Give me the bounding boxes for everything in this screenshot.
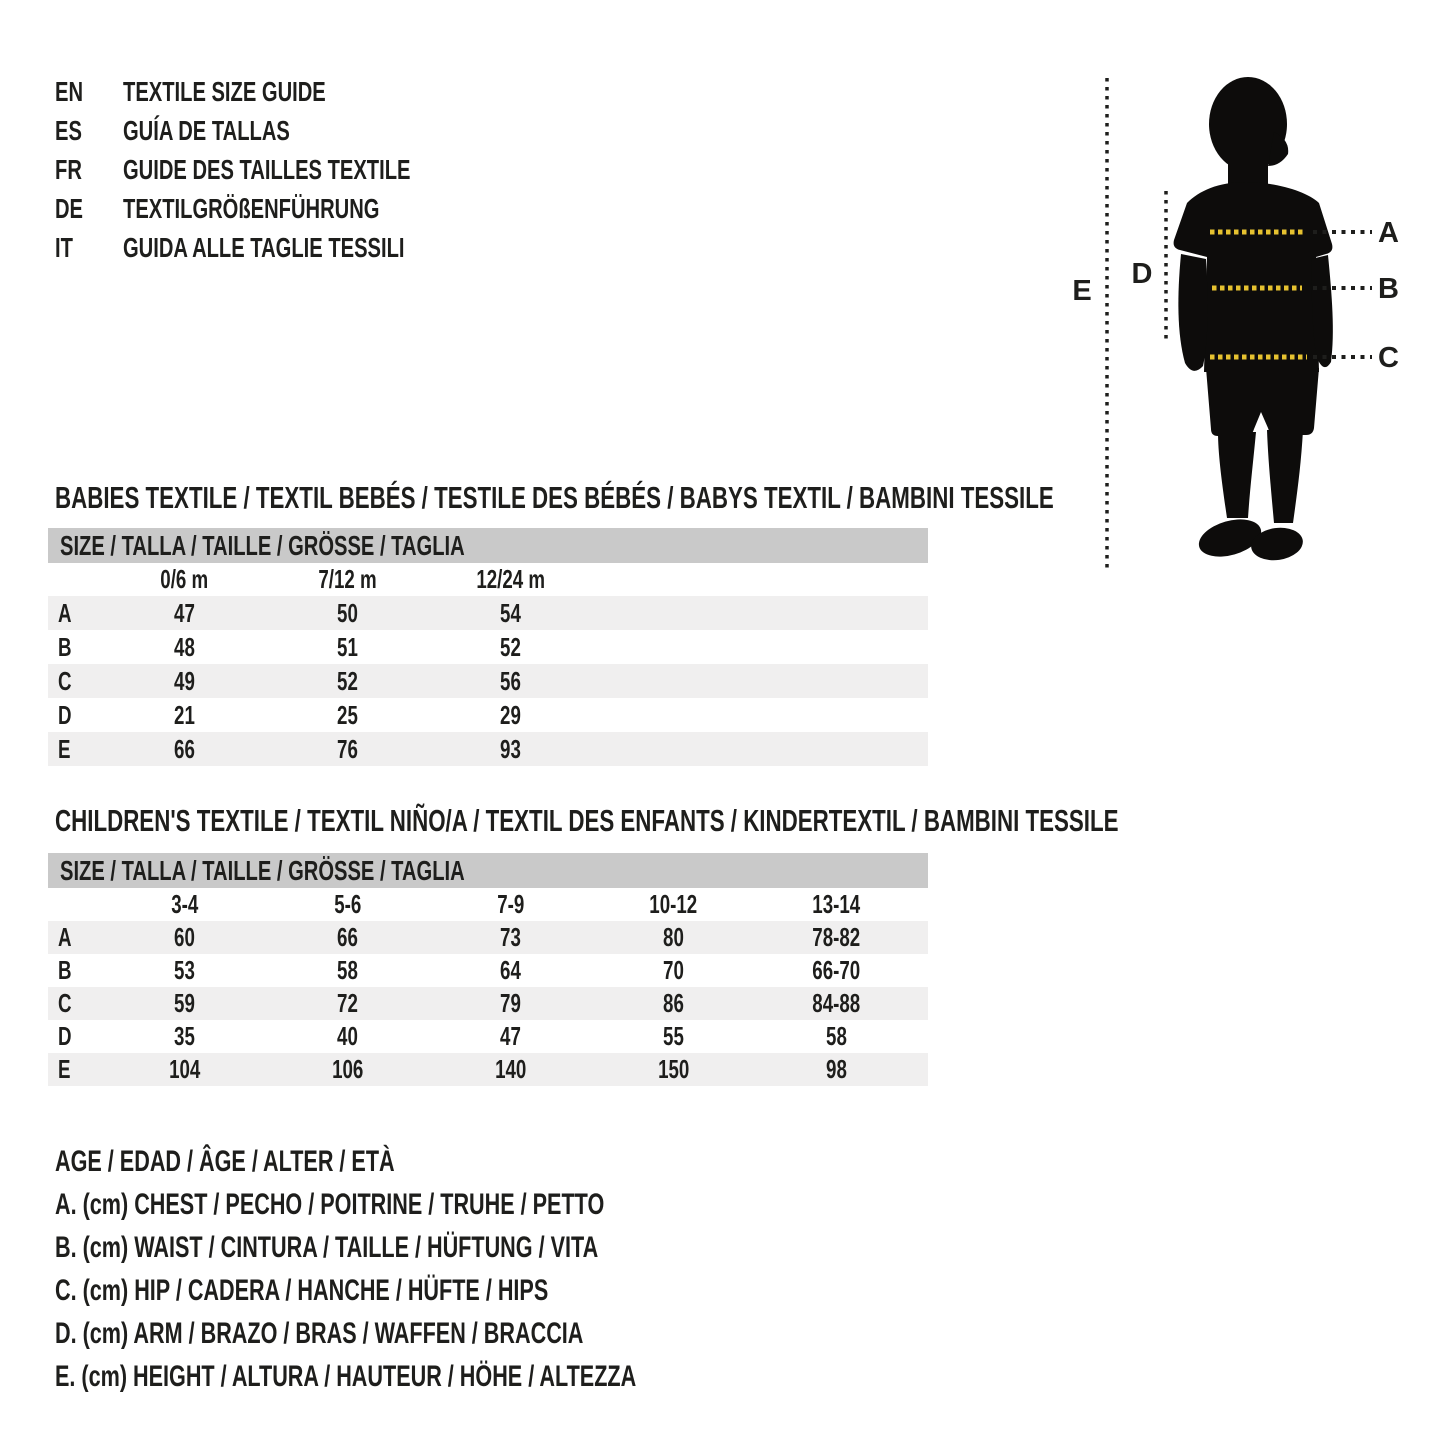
legend-height: E. (cm) HEIGHT / ALTURA / HAUTEUR / HÖHE / ALTEZZA: [55, 1360, 637, 1393]
language-header: [55, 72, 522, 267]
label-chest-A: A: [1378, 217, 1399, 249]
table-cell: 58: [826, 1021, 847, 1051]
table-cell: 21: [174, 700, 195, 730]
guide-title-es: GUÍA DE TALLAS: [123, 115, 290, 146]
language-code: DE: [55, 193, 84, 224]
children-size-table: [48, 853, 928, 1086]
language-row-en: [55, 72, 522, 111]
label-hip-C: C: [1378, 342, 1399, 374]
table-cell: 49: [174, 666, 195, 696]
language-row-it: [55, 228, 522, 267]
measurement-legend: [55, 1140, 862, 1398]
row-label: E: [58, 1054, 71, 1084]
column-header: 12/24 m: [476, 564, 545, 594]
label-waist-B: B: [1378, 273, 1399, 305]
language-row-fr: [55, 150, 522, 189]
table-cell: 140: [494, 1054, 527, 1084]
table-cell: 52: [500, 632, 521, 662]
table-cell: 29: [500, 700, 521, 730]
table-cell: 66: [337, 922, 358, 952]
column-header: 7/12 m: [318, 564, 377, 594]
column-header: 3-4: [170, 889, 199, 919]
table-cell: 104: [168, 1054, 201, 1084]
column-header-spacer: [48, 888, 103, 921]
guide-title-de: TEXTILGRÖßENFÜHRUNG: [123, 193, 380, 224]
legend-waist: B. (cm) WAIST / CINTURA / TAILLE / HÜFTUNG / VITA: [55, 1231, 599, 1264]
table-cell: 52: [337, 666, 358, 696]
language-code: EN: [55, 76, 84, 107]
table-row-C: [48, 987, 928, 1020]
table-cell: 56: [500, 666, 521, 696]
column-header: 10-12: [649, 889, 698, 919]
table-cell: 54: [500, 598, 521, 628]
table-cell: 40: [337, 1021, 358, 1051]
language-row-de: [55, 189, 522, 228]
table-cell: 80: [663, 922, 684, 952]
table-row-C: [48, 664, 928, 698]
table-cell: 50: [337, 598, 358, 628]
language-row-es: [55, 111, 522, 150]
table-cell: 86: [663, 988, 684, 1018]
legend-chest: A. (cm) CHEST / PECHO / POITRINE / TRUHE / PETTO: [55, 1188, 605, 1221]
table-cell: 35: [174, 1021, 195, 1051]
guide-title-it: GUIDA ALLE TAGLIE TESSILI: [123, 232, 405, 263]
babies-column-header-row: [48, 563, 928, 596]
table-row-B: [48, 630, 928, 664]
babies-size-table: [48, 528, 928, 766]
table-row-E: [48, 732, 928, 766]
language-code: FR: [55, 154, 82, 185]
table-cell: 60: [174, 922, 195, 952]
legend-hip: C. (cm) HIP / CADERA / HANCHE / HÜFTE / HIPS: [55, 1274, 549, 1307]
children-column-header-row: [48, 888, 928, 921]
table-cell: 106: [331, 1054, 364, 1084]
table-cell: 98: [826, 1054, 847, 1084]
table-cell: 58: [337, 955, 358, 985]
table-cell: 66: [174, 734, 195, 764]
table-cell: 59: [174, 988, 195, 1018]
table-row-E: [48, 1053, 928, 1086]
babies-size-header-bar: SIZE / TALLA / TAILLE / GRÖSSE / TAGLIA: [48, 528, 928, 563]
row-label: B: [58, 632, 72, 662]
table-cell: 55: [663, 1021, 684, 1051]
table-cell: 51: [337, 632, 358, 662]
label-arm-D: D: [1131, 258, 1153, 290]
children-section-title: CHILDREN'S TEXTILE / TEXTIL NIÑO/A / TEXTIL DES ENFANTS / KINDERTEXTIL / BAMBINI TESSILE: [55, 803, 1119, 838]
babies-section-title: BABIES TEXTILE / TEXTIL BEBÉS / TESTILE DES BÉBÉS / BABYS TEXTIL / BAMBINI TESSILE: [55, 480, 1054, 515]
table-cell: 93: [500, 734, 521, 764]
table-cell: 79: [500, 988, 521, 1018]
legend-age: AGE / EDAD / ÂGE / ALTER / ETÀ: [55, 1145, 395, 1178]
column-header-spacer: [48, 563, 103, 596]
column-header: 7-9: [496, 889, 525, 919]
table-cell: 25: [337, 700, 358, 730]
table-cell: 47: [174, 598, 195, 628]
column-header: 0/6 m: [160, 564, 209, 594]
table-cell: 78-82: [812, 922, 861, 952]
table-cell: 72: [337, 988, 358, 1018]
table-cell: 66-70: [812, 955, 861, 985]
children-size-header-bar: SIZE / TALLA / TAILLE / GRÖSSE / TAGLIA: [48, 853, 928, 888]
label-height-E: E: [1072, 275, 1092, 307]
row-label: A: [58, 598, 72, 628]
table-row-A: [48, 921, 928, 954]
row-label: D: [58, 1021, 72, 1051]
table-cell: 150: [657, 1054, 690, 1084]
column-header: 5-6: [333, 889, 362, 919]
row-label: A: [58, 922, 72, 952]
language-code: ES: [55, 115, 82, 146]
row-label: B: [58, 955, 72, 985]
table-cell: 64: [500, 955, 521, 985]
table-row-A: [48, 596, 928, 630]
table-cell: 73: [500, 922, 521, 952]
row-label: D: [58, 700, 72, 730]
table-row-D: [48, 1020, 928, 1053]
column-header: 13-14: [812, 889, 861, 919]
table-row-B: [48, 954, 928, 987]
row-label: C: [58, 988, 72, 1018]
row-label: C: [58, 666, 72, 696]
row-label: E: [58, 734, 71, 764]
guide-title-en: TEXTILE SIZE GUIDE: [123, 76, 326, 107]
table-cell: 84-88: [812, 988, 861, 1018]
language-code: IT: [55, 232, 73, 263]
legend-arm: D. (cm) ARM / BRAZO / BRAS / WAFFEN / BRACCIA: [55, 1317, 584, 1350]
table-cell: 47: [500, 1021, 521, 1051]
guide-title-fr: GUIDE DES TAILLES TEXTILE: [123, 154, 411, 185]
table-cell: 76: [337, 734, 358, 764]
table-cell: 48: [174, 632, 195, 662]
table-row-D: [48, 698, 928, 732]
table-cell: 70: [663, 955, 684, 985]
table-cell: 53: [174, 955, 195, 985]
